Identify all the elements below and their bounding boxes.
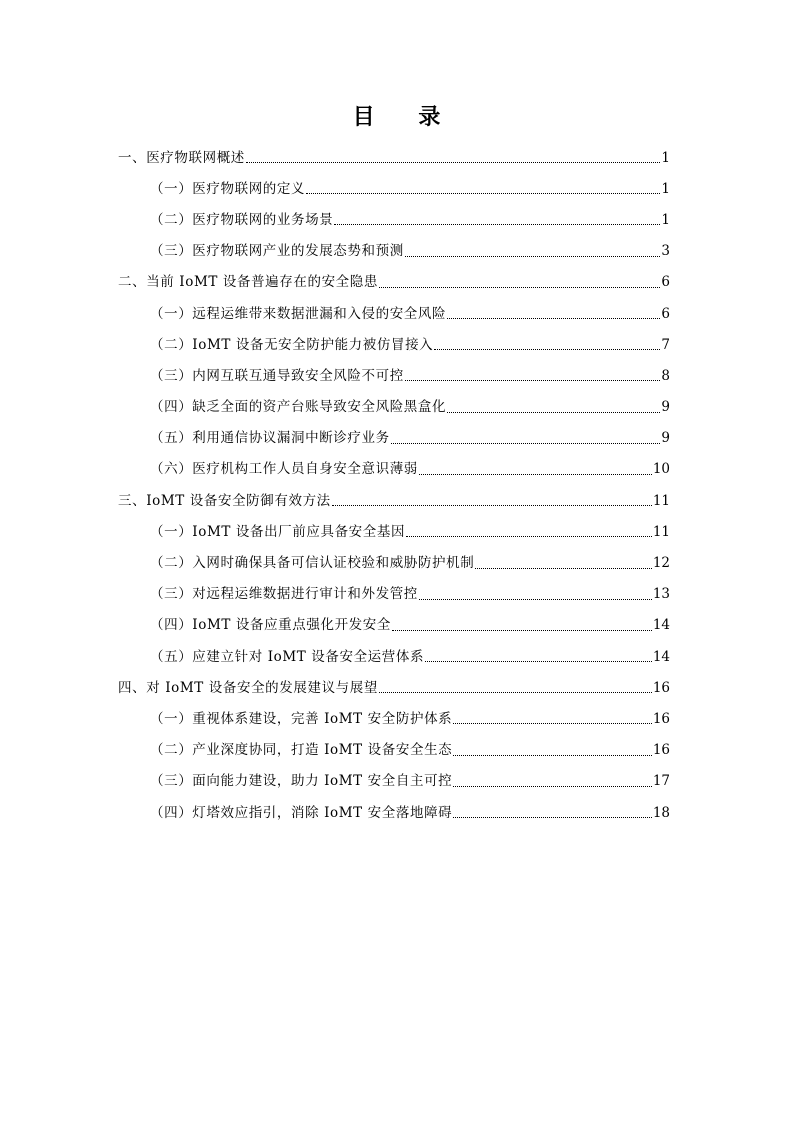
toc-subsection-entry[interactable] (118, 423, 670, 454)
toc-entry-title: （二）入网时确保具备可信认证校验和威胁防护机制 (150, 555, 475, 572)
toc-subsection-entry[interactable] (118, 547, 670, 578)
toc-subsection-entry[interactable] (118, 204, 670, 235)
toc-page-number: 11 (652, 492, 670, 509)
toc-page-number: 1 (661, 211, 670, 228)
toc-entry-title: （二）医疗物联网的业务场景 (150, 211, 334, 228)
toc-subsection-entry[interactable] (118, 641, 670, 672)
toc-entry-title: （四）IoMT 设备应重点强化开发安全 (150, 617, 391, 634)
toc-page-number: 7 (661, 336, 670, 353)
toc-page-number: 10 (652, 461, 670, 478)
toc-section-entry[interactable] (118, 267, 670, 298)
toc-dot-leader (434, 331, 660, 350)
toc-dot-leader (391, 425, 661, 444)
toc-dot-leader (379, 269, 660, 288)
toc-subsection-entry[interactable] (118, 797, 670, 828)
toc-page-number: 1 (661, 180, 670, 197)
toc-entry-title: （六）医疗机构工作人员自身安全意识薄弱 (150, 461, 418, 478)
toc-page-number: 14 (652, 617, 670, 634)
toc-page-number: 3 (661, 243, 670, 260)
toc-entry-title: 一、医疗物联网概述 (118, 149, 245, 166)
toc-entry-title: （五）利用通信协议漏洞中断诊疗业务 (150, 430, 390, 447)
toc-entry-title: （二）产业深度协同，打造 IoMT 设备安全生态 (150, 742, 453, 759)
toc-list (118, 142, 670, 828)
toc-entry-title: （三）医疗物联网产业的发展态势和预测 (150, 243, 404, 260)
toc-dot-leader (453, 768, 652, 787)
toc-entry-title: （三）内网互联互通导致安全风险不可控 (150, 367, 404, 384)
toc-dot-leader (406, 518, 652, 537)
toc-section-entry[interactable] (118, 485, 670, 516)
toc-dot-leader (453, 737, 652, 756)
toc-page-number: 14 (652, 648, 670, 665)
toc-page-number: 11 (652, 523, 670, 540)
toc-subsection-entry[interactable] (118, 766, 670, 797)
toc-entry-title: （五）应建立针对 IoMT 设备安全运营体系 (150, 648, 425, 665)
toc-entry-title: （一）IoMT 设备出厂前应具备安全基因 (150, 523, 406, 540)
toc-page-number: 9 (661, 430, 670, 447)
toc-subsection-entry[interactable] (118, 392, 670, 423)
toc-dot-leader (419, 581, 652, 600)
toc-subsection-entry[interactable] (118, 298, 670, 329)
toc-page-number: 16 (652, 742, 670, 759)
toc-subsection-entry[interactable] (118, 329, 670, 360)
toc-dot-leader (332, 487, 652, 506)
toc-dot-leader (453, 799, 652, 818)
toc-subsection-entry[interactable] (118, 516, 670, 547)
toc-entry-title: 三、IoMT 设备安全防御有效方法 (118, 492, 331, 509)
toc-page-number: 1 (661, 149, 670, 166)
toc-dot-leader (447, 394, 660, 413)
toc-subsection-entry[interactable] (118, 454, 670, 485)
toc-subsection-entry[interactable] (118, 236, 670, 267)
toc-title: 目 录 (352, 104, 459, 130)
toc-page-number: 17 (652, 773, 670, 790)
toc-page-number: 18 (652, 804, 670, 821)
toc-dot-leader (306, 175, 660, 194)
toc-dot-leader (425, 643, 652, 662)
toc-entry-title: （四）灯塔效应指引，消除 IoMT 安全落地障碍 (150, 804, 453, 821)
toc-entry-title: （一）远程运维带来数据泄漏和入侵的安全风险 (150, 305, 447, 322)
toc-entry-title: 四、对 IoMT 设备安全的发展建议与展望 (118, 679, 378, 696)
toc-subsection-entry[interactable] (118, 360, 670, 391)
toc-subsection-entry[interactable] (118, 735, 670, 766)
toc-dot-leader (475, 550, 652, 569)
toc-dot-leader (405, 362, 661, 381)
toc-entry-title: （三）对远程运维数据进行审计和外发管控 (150, 586, 418, 603)
toc-dot-leader (405, 238, 661, 257)
toc-section-entry[interactable] (118, 142, 670, 173)
toc-dot-leader (453, 705, 652, 724)
toc-page-number: 12 (652, 555, 670, 572)
toc-dot-leader (334, 206, 660, 225)
toc-entry-title: （四）缺乏全面的资产台账导致安全风险黑盒化 (150, 399, 447, 416)
toc-dot-leader (392, 612, 652, 631)
toc-dot-leader (447, 300, 660, 319)
toc-subsection-entry[interactable] (118, 703, 670, 734)
toc-dot-leader (246, 144, 661, 163)
toc-page-number: 13 (652, 586, 670, 603)
toc-page-number: 16 (652, 679, 670, 696)
toc-entry-title: 二、当前 IoMT 设备普遍存在的安全隐患 (118, 274, 378, 291)
toc-dot-leader (379, 674, 652, 693)
toc-subsection-entry[interactable] (118, 610, 670, 641)
toc-dot-leader (419, 456, 652, 475)
toc-subsection-entry[interactable] (118, 579, 670, 610)
toc-entry-title: （一）医疗物联网的定义 (150, 180, 306, 197)
toc-section-entry[interactable] (118, 672, 670, 703)
toc-page-number: 9 (661, 399, 670, 416)
toc-subsection-entry[interactable] (118, 173, 670, 204)
toc-page-number: 16 (652, 710, 670, 727)
toc-page-number: 6 (661, 274, 670, 291)
toc-entry-title: （二）IoMT 设备无安全防护能力被仿冒接入 (150, 336, 434, 353)
toc-entry-title: （一）重视体系建设，完善 IoMT 安全防护体系 (150, 710, 453, 727)
toc-page-number: 6 (661, 305, 670, 322)
toc-page-number: 8 (661, 367, 670, 384)
toc-entry-title: （三）面向能力建设，助力 IoMT 安全自主可控 (150, 773, 453, 790)
